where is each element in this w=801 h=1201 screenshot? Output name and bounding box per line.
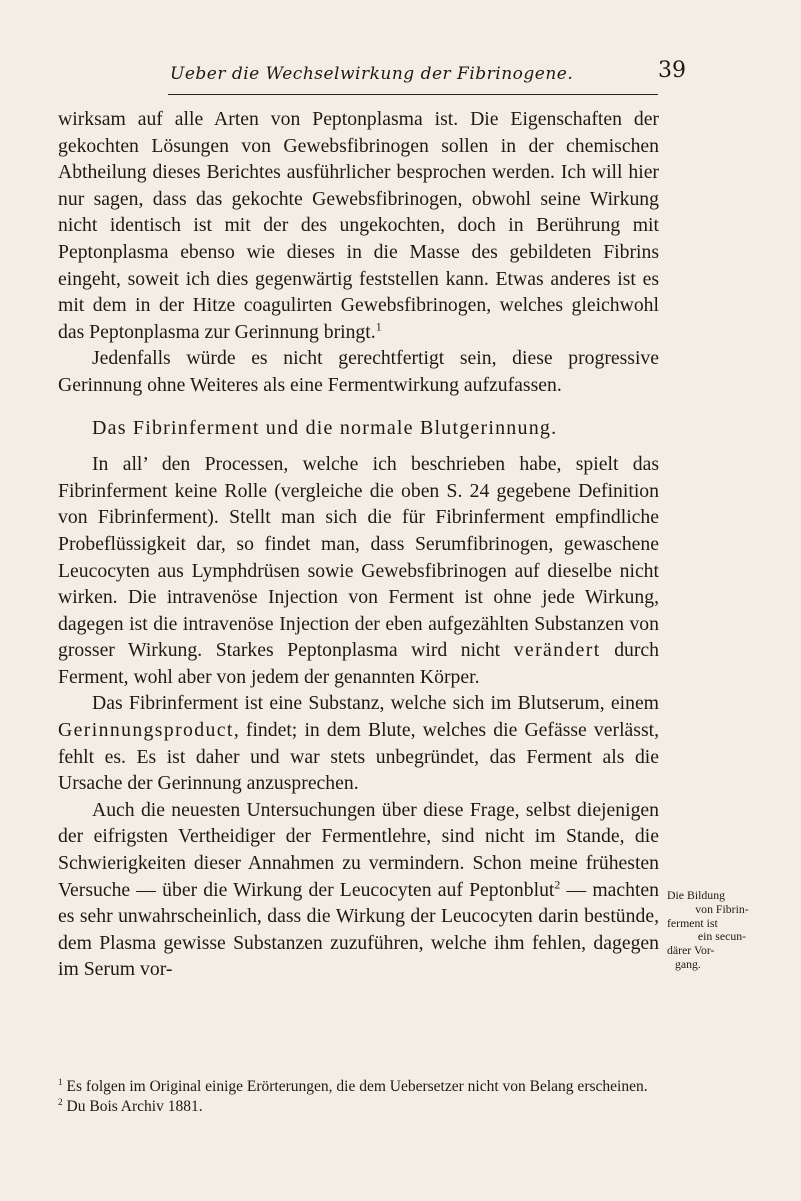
footnote-mark: 1 (58, 1077, 63, 1088)
footnote-1 (58, 1077, 659, 1097)
paragraph-5-end: — machten es sehr unwahrscheinlich, dass die Wirkung der Leucocyten darin bestünde, dem Plasma gewisse Substanzen zuzuführen, welche ihm fehlen, dagegen im Serum vor- (58, 878, 660, 981)
paragraph-4 (58, 690, 659, 796)
margin-note-line: gang. (675, 956, 701, 971)
footnote-ref-2: 2 (554, 877, 561, 892)
footnote-ref-1: 1 (375, 319, 382, 334)
paragraph-3-end: durch Ferment, wohl aber von jedem der genannten Körper. (58, 639, 660, 688)
paragraph-3-emphasis: verändert (513, 639, 601, 662)
footnote-1-text: Es folgen im Original einige Erörterungen, die dem Uebersetzer nicht von Belang erscheinen. (62, 1078, 648, 1095)
header-rule (168, 94, 658, 95)
paragraph-2: Jedenfalls würde es nicht gerechtfertigt sein, diese progressive Gerinnung ohne Weiteres als eine Fermentwirkung aufzufassen. (58, 347, 659, 396)
footnote-2-text: Du Bois Archiv 1881. (62, 1098, 203, 1115)
margin-note-line: ein secun- (697, 929, 747, 944)
running-title: Ueber die Wechselwirkung der Fibrinogene. (170, 64, 574, 84)
margin-note-line: ferment ist (667, 915, 718, 930)
footnote-mark: 2 (58, 1097, 63, 1108)
footnotes (58, 1077, 659, 1117)
margin-note (667, 889, 777, 972)
paragraph-3-text: In all’ den Processen, welche ich beschrieben habe, spielt das Fibrinferment keine Rolle (vergleiche die oben S. 24 gegebene Definition von Fibrinferment). Stellt man sich die für Fibrinferment empfindliche Probeflüssigkeit dar, so findet man, dass Serumfibrinogen, gewaschene Leucocyten aus Lymphdrüsen sowie Gewebsfibrinogen auf dieselbe nicht wirken. Die intravenöse Injection von Ferment ist ohne jede Wirkung, dagegen ist die intravenöse Injection der eben aufgezählten Substanzen von grosser Wirkung. Starkes Peptonplasma wird nicht (58, 453, 659, 662)
main-text (58, 106, 659, 983)
footnote-2 (58, 1097, 659, 1117)
section-heading: Das Fibrinferment und die normale Blutgerinnung. (92, 416, 558, 439)
paragraph-4-end: , findet; in dem Blute, welches die Gefässe verlässt, fehlt es. Es ist daher und war stets unbegründet, das Ferment als die Ursache der Gerinnung anzusprechen. (58, 719, 659, 795)
paragraph-1 (58, 106, 659, 345)
margin-note-line: Die Bildung (667, 888, 725, 902)
paragraph-5-text: Auch die neuesten Untersuchungen über diese Frage, selbst diejenigen der eifrigsten Vertheidiger der Fermentlehre, sind nicht im Stande, die Schwierigkeiten dieser Annahmen zu vermindern. Schon meine frühesten Versuche — über die Wirkung der Leucocyten auf Peptonblut (58, 798, 659, 901)
paragraph-4-text: Das Fibrinferment ist eine Substanz, welche sich im Blutserum, einem (92, 692, 659, 715)
paragraph-4-emphasis: Gerinnungsproduct (58, 719, 234, 742)
margin-note-line: därer Vor- (667, 943, 715, 958)
paragraph-1-text: wirksam auf alle Arten von Peptonplasma ist. Die Eigenschaften der gekochten Lösungen von Gewebsfibrinogen sollen in der chemischen Abtheilung dieses Berichtes ausführlicher besprochen werden. Ich will hier nur sagen, dass das gekochte Gewebsfibrinogen, obwohl seine Wirkung nicht identisch ist mit der des ungekochten, doch in Berührung mit Peptonplasma ebenso wie dieses in die Masse des gebildeten Fibrins eingeht, soweit ich dies gegenwärtig feststellen kann. Etwas anderes ist es mit dem in der Hitze coagulirten Gewebsfibrinogen, welches gleichwohl das Peptonplasma zur Gerinnung bringt. (58, 108, 659, 343)
paragraph-3 (58, 451, 659, 690)
page-number: 39 (658, 58, 686, 83)
margin-note-line: von Fibrin- (695, 901, 749, 916)
paragraph-5 (58, 797, 659, 983)
